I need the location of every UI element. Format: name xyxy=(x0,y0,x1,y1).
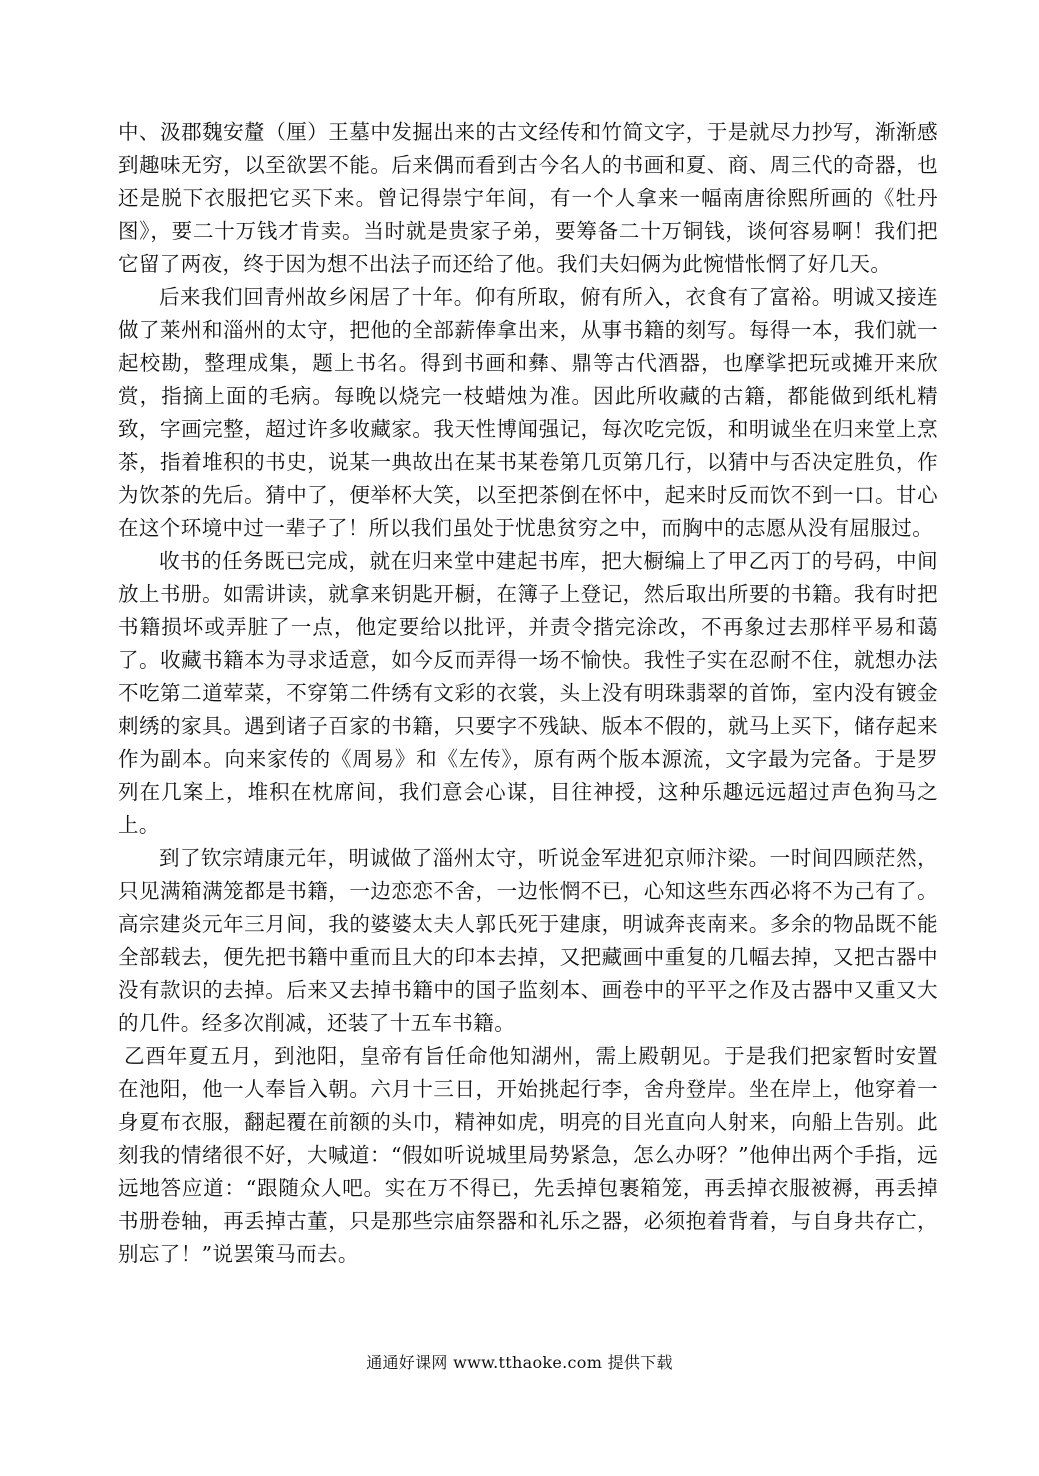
paragraph-3: 收书的任务既已完成，就在归来堂中建起书库，把大橱编上了甲乙丙丁的号码，中间放上书册。如需讲读，就拿来钥匙开橱，在簿子上登记，然后取出所要的书籍。我有时把书籍损坏或弄脏了一点，他定要给以批评，并责令揩完涂改，不再象过去那样平易和蔼了。收藏书籍本为寻求适意，如今反而弄得一场不愉快。我性子实在忍耐不住，就想办法不吃第二道荤菜，不穿第二件绣有文彩的衣裳，头上没有明珠翡翠的首饰，室内没有镀金刺绣的家具。遇到诸子百家的书籍，只要字不残缺、版本不假的，就马上买下，储存起来作为副本。向来家传的《周易》和《左传》，原有两个版本源流，文字最为完备。于是罗列在几案上，堆积在枕席间，我们意会心谋，目往神授，这种乐趣远远超过声色狗马之上。 xyxy=(118,549,938,837)
paragraph-5: 乙酉年夏五月，到池阳，皇帝有旨任命他知湖州，需上殿朝见。于是我们把家暂时安置在池阳，他一人奉旨入朝。六月十三日，开始挑起行李，舍舟登岸。坐在岸上，他穿着一身夏布衣服，翻起覆在前额的头巾，精神如虎，明亮的目光直向人射来，向船上告别。此刻我的情绪很不好，大喊道：“假如听说城里局势紧急，怎么办呀？”他伸出两个手指，远远地答应道：“跟随众人吧。实在万不得已，先丢掉包裹箱笼，再丢掉衣服被褥，再丢掉书册卷轴，再丢掉古董，只是那些宗庙祭器和礼乐之器，必须抱着背着，与自身共存亡，别忘了！”说罢策马而去。 xyxy=(118,1044,938,1266)
body-text xyxy=(118,116,938,1271)
paragraph-2: 后来我们回青州故乡闲居了十年。仰有所取，俯有所入，衣食有了富裕。明诚又接连做了莱州和淄州的太守，把他的全部薪俸拿出来，从事书籍的刻写。每得一本，我们就一起校勘，整理成集，题上书名。得到书画和彝、鼎等古代酒器，也摩挲把玩或摊开来欣赏，指摘上面的毛病。每晚以烧完一枝蜡烛为准。因此所收藏的古籍，都能做到纸札精致，字画完整，超过许多收藏家。我天性博闻强记，每次吃完饭，和明诚坐在归来堂上烹茶，指着堆积的书史，说某一典故出在某书某卷第几页第几行，以猜中与否决定胜负，作为饮茶的先后。猜中了，便举杯大笑，以至把茶倒在怀中，起来时反而饮不到一口。甘心在这个环境中过一辈子了！所以我们虽处于忧患贫穷之中，而胸中的志愿从没有屈服过。 xyxy=(118,285,938,540)
paragraph-1: 中、汲郡魏安釐（厘）王墓中发掘出来的古文经传和竹简文字，于是就尽力抄写，渐渐感到趣味无穷，以至欲罢不能。后来偶而看到古今名人的书画和夏、商、周三代的奇器，也还是脱下衣服把它买下来。曾记得崇宁年间，有一个人拿来一幅南唐徐熙所画的《牡丹图》，要二十万钱才肯卖。当时就是贵家子弟，要筹备二十万铜钱，谈何容易啊！我们把它留了两夜，终于因为想不出法子而还给了他。我们夫妇俩为此惋惜怅惘了好几天。 xyxy=(118,120,938,276)
page-footer: 通通好课网 www.tthaoke.com 提供下载 xyxy=(366,1353,673,1372)
paragraph-4: 到了钦宗靖康元年，明诚做了淄州太守，听说金军进犯京师汴梁。一时间四顾茫然，只见满箱满笼都是书籍，一边恋恋不舍，一边怅惘不已，心知这些东西必将不为己有了。高宗建炎元年三月间，我的婆婆太夫人郭氏死于建康，明诚奔丧南来。多余的物品既不能全部载去，便先把书籍中重而且大的印本去掉，又把藏画中重复的几幅去掉，又把古器中没有款识的去掉。后来又去掉书籍中的国子监刻本、画卷中的平平之作及古器中又重又大的几件。经多次削减，还装了十五车书籍。 xyxy=(118,846,938,1035)
